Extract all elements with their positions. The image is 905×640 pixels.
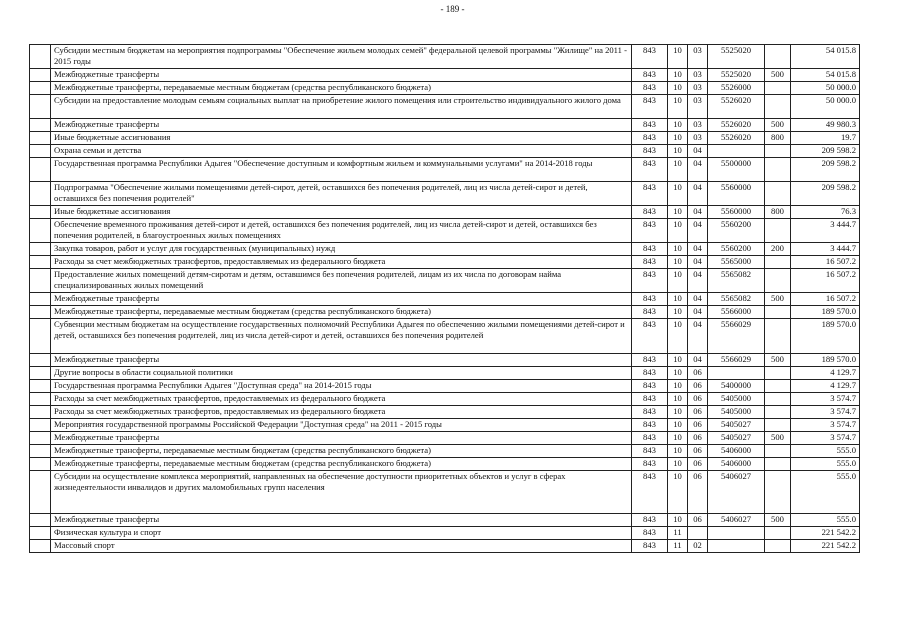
row-pr: 06: [688, 445, 708, 458]
row-pr: 04: [688, 145, 708, 158]
row-name: Межбюджетные трансферты: [51, 119, 632, 132]
row-sum: 16 507.2: [791, 269, 860, 293]
row-margin-cell: [30, 145, 51, 158]
table-row: [30, 393, 860, 406]
row-name: Субсидии на предоставление молодым семьям социальных выплат на приобретение жилого помещения или строительство индивидуального жилого дома: [51, 95, 632, 119]
row-ved: 843: [632, 471, 668, 514]
table-row: [30, 82, 860, 95]
row-rz: 10: [668, 256, 688, 269]
row-margin-cell: [30, 256, 51, 269]
row-csr: 5406000: [708, 458, 765, 471]
row-csr: 5526000: [708, 82, 765, 95]
table-row: [30, 119, 860, 132]
row-csr: 5400000: [708, 380, 765, 393]
row-ved: 843: [632, 158, 668, 182]
row-rz: 10: [668, 132, 688, 145]
row-ved: 843: [632, 380, 668, 393]
row-margin-cell: [30, 354, 51, 367]
table-row: [30, 145, 860, 158]
row-sum: 16 507.2: [791, 256, 860, 269]
row-pr: 04: [688, 306, 708, 319]
row-pr: 04: [688, 206, 708, 219]
row-csr: 5405000: [708, 393, 765, 406]
row-rz: 10: [668, 514, 688, 527]
row-pr: 06: [688, 393, 708, 406]
row-sum: 209 598.2: [791, 182, 860, 206]
table-row: [30, 256, 860, 269]
row-csr: [708, 527, 765, 540]
row-sum: 209 598.2: [791, 158, 860, 182]
row-csr: 5405027: [708, 419, 765, 432]
row-csr: 5406000: [708, 445, 765, 458]
row-name: Субвенции местным бюджетам на осуществление государственных полномочий Республики Адыгея по обеспечению жилыми помещениями детей-сирот и детей, оставшихся без попечения родителей, лиц из числа детей-сирот и детей, оставшихся без попечения родителей: [51, 319, 632, 354]
row-name: Иные бюджетные ассигнования: [51, 206, 632, 219]
table-row: [30, 293, 860, 306]
row-vr: [765, 269, 791, 293]
table-body: [30, 45, 860, 553]
row-rz: 10: [668, 432, 688, 445]
table-row: [30, 527, 860, 540]
row-pr: 03: [688, 45, 708, 69]
row-pr: 04: [688, 256, 708, 269]
row-margin-cell: [30, 158, 51, 182]
row-name: Охрана семьи и детства: [51, 145, 632, 158]
row-ved: 843: [632, 445, 668, 458]
row-pr: 03: [688, 132, 708, 145]
row-name: Межбюджетные трансферты: [51, 432, 632, 445]
row-pr: 06: [688, 514, 708, 527]
table-row: [30, 419, 860, 432]
row-csr: 5406027: [708, 471, 765, 514]
row-sum: 555.0: [791, 471, 860, 514]
table-row: [30, 471, 860, 514]
row-vr: [765, 182, 791, 206]
row-vr: 500: [765, 354, 791, 367]
row-margin-cell: [30, 119, 51, 132]
row-vr: [765, 471, 791, 514]
row-sum: 555.0: [791, 445, 860, 458]
row-margin-cell: [30, 206, 51, 219]
row-pr: 04: [688, 269, 708, 293]
table-row: [30, 219, 860, 243]
row-vr: 500: [765, 293, 791, 306]
row-name: Государственная программа Республики Адыгея "Обеспечение доступным и комфортным жильем и коммунальными услугами" на 2014-2018 годы: [51, 158, 632, 182]
row-csr: 5405027: [708, 432, 765, 445]
row-pr: 06: [688, 367, 708, 380]
row-name: Расходы за счет межбюджетных трансфертов, предоставляемых из федерального бюджета: [51, 406, 632, 419]
row-vr: 500: [765, 119, 791, 132]
row-sum: 209 598.2: [791, 145, 860, 158]
row-rz: 10: [668, 82, 688, 95]
row-name: Массовый спорт: [51, 540, 632, 553]
table-row: [30, 95, 860, 119]
row-margin-cell: [30, 95, 51, 119]
row-csr: 5565082: [708, 269, 765, 293]
row-margin-cell: [30, 269, 51, 293]
table-row: [30, 367, 860, 380]
row-ved: 843: [632, 243, 668, 256]
row-name: Межбюджетные трансферты: [51, 293, 632, 306]
row-vr: [765, 158, 791, 182]
row-csr: [708, 540, 765, 553]
row-name: Межбюджетные трансферты: [51, 69, 632, 82]
row-csr: 5566000: [708, 306, 765, 319]
row-vr: 500: [765, 69, 791, 82]
row-pr: 06: [688, 419, 708, 432]
row-rz: 10: [668, 393, 688, 406]
row-sum: 50 000.0: [791, 95, 860, 119]
row-vr: [765, 458, 791, 471]
row-margin-cell: [30, 132, 51, 145]
row-rz: 10: [668, 219, 688, 243]
row-margin-cell: [30, 45, 51, 69]
row-ved: 843: [632, 406, 668, 419]
row-rz: 11: [668, 540, 688, 553]
row-margin-cell: [30, 458, 51, 471]
row-rz: 10: [668, 45, 688, 69]
row-vr: [765, 527, 791, 540]
row-margin-cell: [30, 319, 51, 354]
row-sum: 221 542.2: [791, 527, 860, 540]
row-ved: 843: [632, 293, 668, 306]
table-row: [30, 354, 860, 367]
row-name: Межбюджетные трансферты, передаваемые местным бюджетам (средства республиканского бюджета): [51, 458, 632, 471]
row-rz: 10: [668, 95, 688, 119]
row-csr: 5565082: [708, 293, 765, 306]
table-row: [30, 269, 860, 293]
row-ved: 843: [632, 256, 668, 269]
row-name: Подпрограмма "Обеспечение жилыми помещениями детей-сирот, детей, оставшихся без попечения родителей, лиц из числа детей-сирот и детей, оставшихся без попечения родителей": [51, 182, 632, 206]
table-row: [30, 206, 860, 219]
row-vr: [765, 540, 791, 553]
row-vr: [765, 393, 791, 406]
row-margin-cell: [30, 306, 51, 319]
table-row: [30, 182, 860, 206]
table-row: [30, 445, 860, 458]
row-rz: 10: [668, 269, 688, 293]
row-rz: 10: [668, 406, 688, 419]
row-vr: [765, 45, 791, 69]
row-ved: 843: [632, 45, 668, 69]
row-rz: 10: [668, 458, 688, 471]
table-row: [30, 319, 860, 354]
row-ved: 843: [632, 69, 668, 82]
row-sum: 76.3: [791, 206, 860, 219]
row-rz: 10: [668, 69, 688, 82]
row-name: Физическая культура и спорт: [51, 527, 632, 540]
row-ved: 843: [632, 82, 668, 95]
row-vr: [765, 306, 791, 319]
row-sum: 3 574.7: [791, 406, 860, 419]
row-margin-cell: [30, 406, 51, 419]
row-csr: 5500000: [708, 158, 765, 182]
row-sum: 555.0: [791, 514, 860, 527]
row-pr: 04: [688, 319, 708, 354]
table-row: [30, 380, 860, 393]
table-row: [30, 540, 860, 553]
row-rz: 10: [668, 419, 688, 432]
row-margin-cell: [30, 69, 51, 82]
row-pr: 04: [688, 219, 708, 243]
row-csr: 5560200: [708, 243, 765, 256]
row-vr: [765, 367, 791, 380]
row-pr: 04: [688, 182, 708, 206]
row-sum: 50 000.0: [791, 82, 860, 95]
row-rz: 10: [668, 158, 688, 182]
row-name: Мероприятия государственной программы Российской Федерации "Доступная среда" на 2011 - 2015 годы: [51, 419, 632, 432]
table-row: [30, 514, 860, 527]
row-margin-cell: [30, 445, 51, 458]
row-sum: 3 444.7: [791, 219, 860, 243]
row-margin-cell: [30, 419, 51, 432]
row-rz: 10: [668, 119, 688, 132]
row-ved: 843: [632, 319, 668, 354]
row-sum: 189 570.0: [791, 306, 860, 319]
table-row: [30, 69, 860, 82]
row-sum: 3 444.7: [791, 243, 860, 256]
row-csr: 5525020: [708, 69, 765, 82]
row-name: Обеспечение временного проживания детей-сирот и детей, оставшихся без попечения родителей, лиц из числа детей-сирот и детей, оставшихся без попечения родителей, в благоустроенных жилых помещениях: [51, 219, 632, 243]
row-margin-cell: [30, 182, 51, 206]
row-csr: 5566029: [708, 319, 765, 354]
row-pr: 04: [688, 243, 708, 256]
row-sum: 54 015.8: [791, 45, 860, 69]
row-ved: 843: [632, 219, 668, 243]
row-pr: 04: [688, 158, 708, 182]
row-name: Межбюджетные трансферты: [51, 514, 632, 527]
row-csr: 5560000: [708, 206, 765, 219]
row-pr: 06: [688, 380, 708, 393]
row-csr: 5560200: [708, 219, 765, 243]
table-row: [30, 306, 860, 319]
table-row: [30, 458, 860, 471]
row-csr: 5405000: [708, 406, 765, 419]
row-csr: 5525020: [708, 45, 765, 69]
table-row: [30, 45, 860, 69]
row-vr: [765, 319, 791, 354]
row-ved: 843: [632, 527, 668, 540]
row-rz: 10: [668, 445, 688, 458]
row-ved: 843: [632, 306, 668, 319]
row-sum: 3 574.7: [791, 432, 860, 445]
row-csr: 5526020: [708, 132, 765, 145]
row-vr: 800: [765, 132, 791, 145]
row-rz: 10: [668, 293, 688, 306]
row-ved: 843: [632, 95, 668, 119]
row-ved: 843: [632, 132, 668, 145]
row-name: Другие вопросы в области социальной политики: [51, 367, 632, 380]
row-name: Субсидии на осуществление комплекса мероприятий, направленных на обеспечение доступности приоритетных объектов и услуг в сферах жизнедеятельности инвалидов и других маломобильных групп населения: [51, 471, 632, 514]
row-rz: 11: [668, 527, 688, 540]
table-row: [30, 432, 860, 445]
row-margin-cell: [30, 432, 51, 445]
table-row: [30, 158, 860, 182]
row-vr: [765, 145, 791, 158]
row-ved: 843: [632, 367, 668, 380]
row-margin-cell: [30, 514, 51, 527]
row-name: Расходы за счет межбюджетных трансфертов, предоставляемых из федерального бюджета: [51, 256, 632, 269]
row-vr: [765, 82, 791, 95]
row-ved: 843: [632, 540, 668, 553]
row-pr: [688, 527, 708, 540]
row-pr: 02: [688, 540, 708, 553]
row-name: Государственная программа Республики Адыгея "Доступная среда" на 2014-2015 годы: [51, 380, 632, 393]
row-ved: 843: [632, 432, 668, 445]
row-csr: 5560000: [708, 182, 765, 206]
row-margin-cell: [30, 527, 51, 540]
row-csr: 5566029: [708, 354, 765, 367]
row-pr: 04: [688, 293, 708, 306]
row-margin-cell: [30, 82, 51, 95]
table-row: [30, 243, 860, 256]
row-vr: [765, 219, 791, 243]
row-margin-cell: [30, 393, 51, 406]
row-rz: 10: [668, 471, 688, 514]
row-name: Субсидии местным бюджетам на мероприятия подпрограммы "Обеспечение жильем молодых семей" федеральной целевой программы "Жилище" на 2011 - 2015 годы: [51, 45, 632, 69]
budget-table: [29, 44, 860, 553]
row-sum: 4 129.7: [791, 367, 860, 380]
row-sum: 189 570.0: [791, 319, 860, 354]
row-csr: 5526020: [708, 119, 765, 132]
row-sum: 3 574.7: [791, 393, 860, 406]
row-ved: 843: [632, 514, 668, 527]
row-csr: 5526020: [708, 95, 765, 119]
row-rz: 10: [668, 354, 688, 367]
row-vr: [765, 380, 791, 393]
row-vr: 500: [765, 432, 791, 445]
row-rz: 10: [668, 145, 688, 158]
row-pr: 06: [688, 406, 708, 419]
row-name: Закупка товаров, работ и услуг для государственных (муниципальных) нужд: [51, 243, 632, 256]
row-name: Расходы за счет межбюджетных трансфертов, предоставляемых из федерального бюджета: [51, 393, 632, 406]
table-row: [30, 132, 860, 145]
row-pr: 06: [688, 471, 708, 514]
row-sum: 4 129.7: [791, 380, 860, 393]
row-sum: 49 980.3: [791, 119, 860, 132]
row-rz: 10: [668, 206, 688, 219]
row-name: Предоставление жилых помещений детям-сиротам и детям, оставшимся без попечения родителей, лицам из их числа по договорам найма специализированных жилых помещений: [51, 269, 632, 293]
row-pr: 03: [688, 82, 708, 95]
row-rz: 10: [668, 306, 688, 319]
row-rz: 10: [668, 367, 688, 380]
row-margin-cell: [30, 293, 51, 306]
row-rz: 10: [668, 319, 688, 354]
row-pr: 06: [688, 458, 708, 471]
row-vr: 500: [765, 514, 791, 527]
page-number: - 189 -: [440, 4, 465, 14]
row-ved: 843: [632, 458, 668, 471]
row-vr: [765, 445, 791, 458]
row-vr: 200: [765, 243, 791, 256]
row-sum: 189 570.0: [791, 354, 860, 367]
row-rz: 10: [668, 243, 688, 256]
row-vr: 800: [765, 206, 791, 219]
table-row: [30, 406, 860, 419]
row-rz: 10: [668, 380, 688, 393]
row-ved: 843: [632, 145, 668, 158]
row-name: Межбюджетные трансферты: [51, 354, 632, 367]
row-sum: 16 507.2: [791, 293, 860, 306]
row-ved: 843: [632, 182, 668, 206]
row-csr: [708, 145, 765, 158]
row-name: Иные бюджетные ассигнования: [51, 132, 632, 145]
row-name: Межбюджетные трансферты, передаваемые местным бюджетам (средства республиканского бюджета): [51, 445, 632, 458]
row-ved: 843: [632, 269, 668, 293]
row-name: Межбюджетные трансферты, передаваемые местным бюджетам (средства республиканского бюджета): [51, 306, 632, 319]
row-vr: [765, 95, 791, 119]
row-ved: 843: [632, 206, 668, 219]
row-vr: [765, 256, 791, 269]
row-ved: 843: [632, 419, 668, 432]
row-rz: 10: [668, 182, 688, 206]
row-margin-cell: [30, 367, 51, 380]
row-sum: 54 015.8: [791, 69, 860, 82]
row-ved: 843: [632, 393, 668, 406]
row-ved: 843: [632, 119, 668, 132]
row-ved: 843: [632, 354, 668, 367]
row-margin-cell: [30, 540, 51, 553]
row-csr: 5406027: [708, 514, 765, 527]
row-pr: 03: [688, 119, 708, 132]
row-pr: 06: [688, 432, 708, 445]
row-margin-cell: [30, 471, 51, 514]
row-pr: 04: [688, 354, 708, 367]
row-csr: [708, 367, 765, 380]
row-csr: 5565000: [708, 256, 765, 269]
row-sum: 3 574.7: [791, 419, 860, 432]
row-margin-cell: [30, 243, 51, 256]
row-sum: 19.7: [791, 132, 860, 145]
row-margin-cell: [30, 380, 51, 393]
row-pr: 03: [688, 95, 708, 119]
row-vr: [765, 419, 791, 432]
row-margin-cell: [30, 219, 51, 243]
row-vr: [765, 406, 791, 419]
row-sum: 221 542.2: [791, 540, 860, 553]
row-name: Межбюджетные трансферты, передаваемые местным бюджетам (средства республиканского бюджета): [51, 82, 632, 95]
row-sum: 555.0: [791, 458, 860, 471]
row-pr: 03: [688, 69, 708, 82]
